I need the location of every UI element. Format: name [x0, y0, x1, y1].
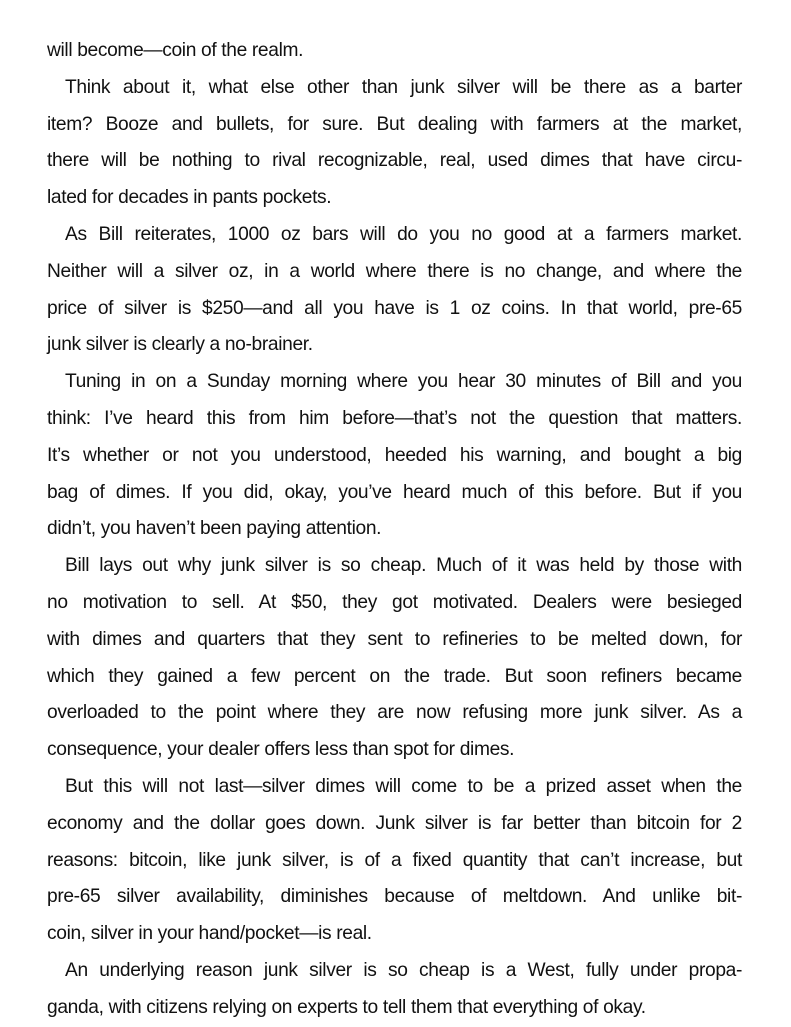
text-line: which they gained a few percent on the trade. But soon refiners became — [47, 665, 742, 687]
text-line: think: I’ve heard this from him before—that’s not the question that matters. — [47, 407, 742, 429]
text-line: no motivation to sell. At $50, they got motivated. Dealers were besieged — [47, 591, 742, 613]
text-line: didn’t, you haven’t been paying attention. — [47, 518, 382, 540]
paragraph-barter-item — [47, 70, 742, 217]
paragraph-underlying-reason — [47, 953, 742, 1027]
text-line: bag of dimes. If you did, okay, you’ve heard much of this before. But if you — [47, 481, 742, 503]
document-page — [47, 33, 742, 1027]
text-line: overloaded to the point where they are now refusing more junk silver. As a — [47, 702, 742, 724]
text-line: economy and the dollar goes down. Junk silver is far better than bitcoin for 2 — [47, 812, 742, 834]
text-line: pre-65 silver availability, diminishes because of meltdown. And unlike bit- — [47, 886, 742, 908]
paragraph-bitcoin-comparison — [47, 769, 742, 953]
text-line: item? Booze and bullets, for sure. But dealing with farmers at the market, — [47, 113, 742, 135]
text-line: It’s whether or not you understood, heeded his warning, and bought a big — [47, 444, 742, 466]
text-line: reasons: bitcoin, like junk silver, is of a fixed quantity that can’t increase, but — [47, 849, 742, 871]
text-line: Neither will a silver oz, in a world where there is no change, and where the — [47, 260, 742, 282]
text-line: But this will not last—silver dimes will come to be a prized asset when the — [65, 775, 742, 797]
text-line: consequence, your dealer offers less than spot for dimes. — [47, 739, 515, 761]
paragraph-continuation — [47, 33, 742, 70]
text-line: lated for decades in pants pockets. — [47, 187, 332, 209]
text-line: price of silver is $250—and all you have is 1 oz coins. In that world, pre-65 — [47, 297, 742, 319]
text-line: junk silver is clearly a no-brainer. — [47, 334, 313, 356]
text-line: An underlying reason junk silver is so cheap is a West, fully under propa- — [65, 959, 742, 981]
text-line: there will be nothing to rival recognizable, real, used dimes that have circu- — [47, 150, 742, 172]
text-line: Tuning in on a Sunday morning where you hear 30 minutes of Bill and you — [65, 371, 742, 393]
text-line: coin, silver in your hand/pocket—is real. — [47, 923, 372, 945]
text-line: ganda, with citizens relying on experts to tell them that everything of okay. — [47, 996, 646, 1018]
text-line: Think about it, what else other than junk silver will be there as a barter — [65, 76, 742, 98]
text-line: As Bill reiterates, 1000 oz bars will do you no good at a farmers market. — [65, 223, 742, 245]
paragraph-why-cheap — [47, 548, 742, 769]
text-line: Bill lays out why junk silver is so cheap. Much of it was held by those with — [65, 555, 742, 577]
text-line: with dimes and quarters that they sent to refineries to be melted down, for — [47, 628, 742, 650]
text-line: will become—coin of the realm. — [47, 40, 304, 61]
paragraph-sunday-morning — [47, 364, 742, 548]
paragraph-bill-reiterates — [47, 217, 742, 364]
